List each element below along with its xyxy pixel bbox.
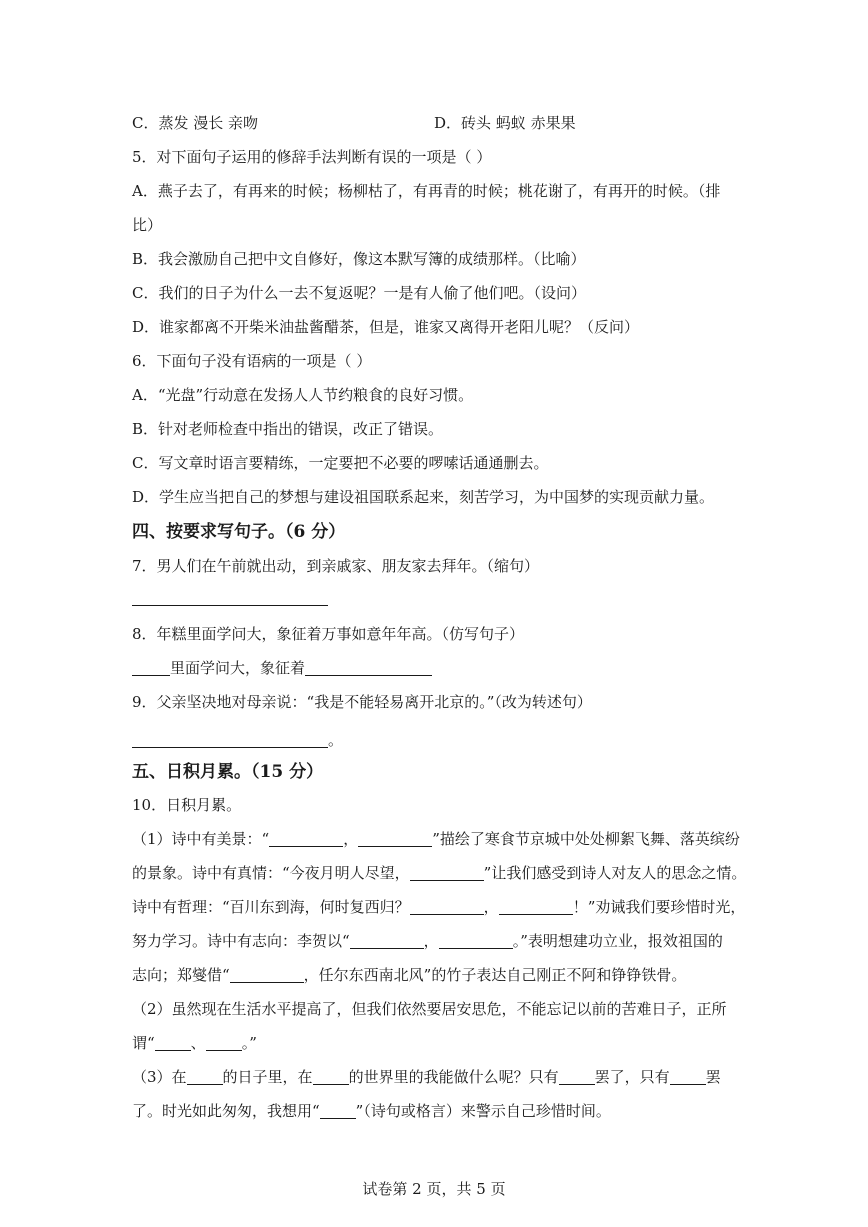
section-4-title: 四、按要求写句子。（6 分） — [132, 522, 346, 542]
blank[interactable] — [499, 900, 573, 915]
q5-option-c: C．我们的日子为什么一去不复返呢？一是有人偷了他们吧。（设问） — [132, 284, 586, 302]
section-5-title: 五、日积月累。（15 分） — [132, 762, 324, 782]
text: ！”劝诫我们要珍惜时光， — [572, 898, 746, 916]
q8-blank-2[interactable] — [305, 661, 432, 676]
q10-part1-line1 — [132, 828, 740, 850]
q6-option-c: C．写文章时语言要精练，一定要把不必要的啰嗦话通通删去。 — [132, 454, 549, 472]
blank[interactable] — [410, 866, 484, 881]
text: （1）诗中有美景：“ — [132, 830, 270, 848]
q10-part2-line1: （2）虽然现在生活水平提高了，但我们依然要居安思危，不能忘记以前的苦难日子，正所 — [132, 1000, 727, 1018]
q10-part2-line2 — [132, 1032, 257, 1054]
blank[interactable] — [439, 934, 513, 949]
text: ， — [343, 830, 359, 848]
q8-fill-line — [132, 657, 432, 679]
q10-part3-line1 — [132, 1066, 721, 1088]
text: 。”表明想建功立业，报效祖国的 — [512, 932, 723, 950]
blank[interactable] — [155, 1036, 191, 1051]
text: 罢 — [705, 1068, 721, 1086]
text: （3）在 — [132, 1068, 187, 1086]
text: 、 — [190, 1034, 206, 1052]
text: ”描绘了寒食节京城中处处柳絮飞舞、落英缤纷 — [432, 830, 740, 848]
text: ”（诗句或格言）来警示自己珍惜时间。 — [355, 1102, 611, 1120]
q5-option-a-line1: A．燕子去了，有再来的时候；杨柳枯了，有再青的时候；桃花谢了，有再开的时候。（排 — [132, 182, 721, 200]
q10-part3-line2 — [132, 1100, 611, 1122]
q6-option-a: A．“光盘”行动意在发扬人人节约粮食的良好习惯。 — [132, 386, 474, 404]
text: 了。时光如此匆匆，我想用“ — [132, 1102, 320, 1120]
q9-answer-row — [132, 729, 343, 751]
q5-option-a-line2: 比） — [132, 216, 163, 234]
text: 努力学习。诗中有志向：李贺以“ — [132, 932, 350, 950]
text: ”让我们感受到诗人对友人的思念之情。 — [483, 864, 747, 882]
q5-option-b: B．我会激励自己把中文自修好，像这本默写簿的成绩那样。（比喻） — [132, 250, 586, 268]
blank[interactable] — [269, 832, 343, 847]
q7-answer-line[interactable] — [132, 605, 328, 606]
q4-option-d: D．砖头 蚂蚁 赤果果 — [434, 114, 576, 132]
blank[interactable] — [313, 1070, 349, 1085]
q10-stem: 10．日积月累。 — [132, 796, 242, 814]
q8-stem: 8．年糕里面学问大，象征着万事如意年年高。（仿写句子） — [132, 625, 525, 643]
q6-option-d: D．学生应当把自己的梦想与建设祖国联系起来，刻苦学习，为中国梦的实现贡献力量。 — [132, 488, 715, 506]
text: 志向；郑燮借“ — [132, 966, 230, 984]
text: ，任尔东西南北风”的竹子表达自己刚正不阿和铮铮铁骨。 — [303, 966, 687, 984]
q6-option-b: B．针对老师检查中指出的错误，改正了错误。 — [132, 420, 444, 438]
q6-stem: 6．下面句子没有语病的一项是（ ） — [132, 352, 372, 370]
page-footer: 试卷第 2 页，共 5 页 — [362, 1180, 506, 1198]
blank[interactable] — [559, 1070, 595, 1085]
q5-option-d: D．谁家都离不开柴米油盐酱醋茶，但是，谁家又离得开老阳儿呢？（反问） — [132, 318, 640, 336]
text: 的日子里，在 — [222, 1068, 313, 1086]
text: ， — [483, 898, 499, 916]
blank[interactable] — [358, 832, 432, 847]
text: 的景象。诗中有真情：“今夜月明人尽望， — [132, 864, 410, 882]
text: 谓“ — [132, 1034, 155, 1052]
q9-stem: 9．父亲坚决地对母亲说：“我是不能轻易离开北京的。”（改为转述句） — [132, 693, 592, 711]
text: 诗中有哲理：“百川东到海，何时复西归？ — [132, 898, 410, 916]
blank[interactable] — [670, 1070, 706, 1085]
text: 。” — [241, 1034, 257, 1052]
q9-answer-line[interactable] — [132, 733, 328, 748]
q10-part1-line2 — [132, 862, 746, 884]
q8-fill-text: 里面学问大，象征着 — [170, 659, 306, 677]
q9-period: 。 — [328, 731, 344, 749]
blank[interactable] — [206, 1036, 242, 1051]
text: 罢了，只有 — [594, 1068, 670, 1086]
q4-option-c: C．蒸发 漫长 亲吻 — [132, 114, 259, 132]
blank[interactable] — [187, 1070, 223, 1085]
blank[interactable] — [410, 900, 484, 915]
text: 的世界里的我能做什么呢？只有 — [348, 1068, 559, 1086]
text: ， — [423, 932, 439, 950]
q10-part1-line4 — [132, 930, 723, 952]
blank[interactable] — [230, 968, 304, 983]
q10-part1-line3 — [132, 896, 745, 918]
q8-blank-1[interactable] — [132, 661, 170, 676]
q10-part1-line5 — [132, 964, 686, 986]
q7-stem: 7．男人们在午前就出动，到亲戚家、朋友家去拜年。（缩句） — [132, 557, 540, 575]
q5-stem: 5．对下面句子运用的修辞手法判断有误的一项是（ ） — [132, 148, 492, 166]
blank[interactable] — [320, 1104, 356, 1119]
blank[interactable] — [350, 934, 424, 949]
